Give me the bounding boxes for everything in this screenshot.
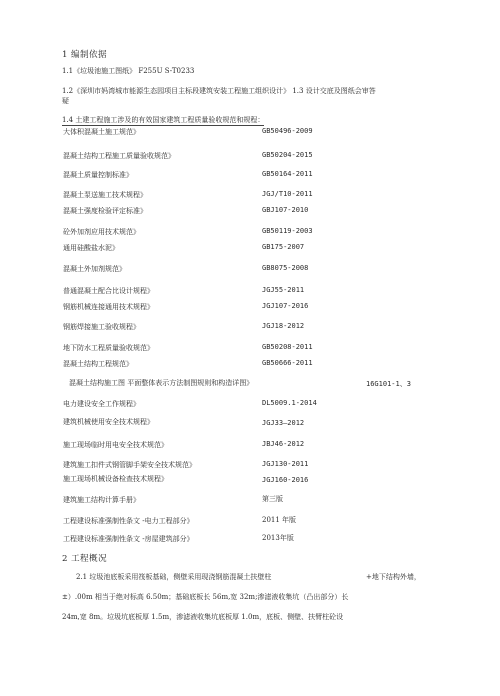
standard-code: DL5009.1-2014 bbox=[262, 399, 317, 407]
standard-name: 混凝土结构工程施工质量验收规范》 bbox=[63, 152, 175, 160]
standard-name: 工程建设标准强制性条文 -房屋建筑部分》 bbox=[63, 535, 194, 543]
standard-code: GB8075-2008 bbox=[262, 264, 309, 272]
standard-name: 电力建设安全工作规程》 bbox=[63, 400, 140, 408]
standard-code: GB50119-2003 bbox=[262, 227, 313, 235]
standard-code: GBJ107-2010 bbox=[262, 206, 309, 214]
standard-code: GB50164-2011 bbox=[262, 170, 313, 178]
standard-code: GB50204-2015 bbox=[262, 151, 313, 159]
standard-code: JGJ/T10-2011 bbox=[262, 190, 313, 198]
overview-paragraph-line3: 24m,宽 8m。垃圾坑底板厚 1.5m，渗滤液收集坑底板厚 1.0m，底板、侧壁、扶臂柱砼设 bbox=[62, 613, 344, 621]
standard-name: 建筑施工结构计算手册》 bbox=[63, 496, 140, 504]
standard-name: 混凝土强度检验评定标准》 bbox=[63, 207, 147, 215]
standard-name: 混凝土外加剂规范》 bbox=[63, 265, 126, 273]
standard-code: 第三版 bbox=[262, 495, 283, 503]
standard-name: 地下防水工程质量验收规范》 bbox=[63, 344, 154, 352]
standard-code: 2011 年版 bbox=[262, 516, 297, 524]
basis-item-construction-plan: 1.2《深圳市妈湾城市能源生态园项目主标段建筑安装工程施工组织设计》 1.3 设计交底及图纸会审答 bbox=[62, 87, 376, 95]
standard-name: 建筑机械使用安全技术规程》 bbox=[63, 418, 154, 426]
section1-heading: 1 编制依据 bbox=[62, 50, 107, 60]
overview-paragraph-line2: ±）.00m 相当于绝对标高 6.50m；基础底板长 56m,宽 32m;渗滤液收集坑（凸出部分）长 bbox=[62, 593, 349, 601]
basis-item-drawings: 1.1《垃圾池施工图纸》 F255U S-T0233 bbox=[62, 67, 195, 75]
standard-name: 砼外加剂应用技术规范》 bbox=[63, 228, 140, 236]
standard-code: JBJ46-2012 bbox=[262, 440, 305, 448]
standard-code: JGJ160-2016 bbox=[262, 476, 309, 484]
basis-item-construction-plan-cont: 疑 bbox=[62, 97, 69, 105]
standard-name: 普通混凝土配合比设计规程》 bbox=[63, 287, 154, 295]
standard-name: 通用硅酸盐水泥》 bbox=[63, 244, 119, 252]
standard-code: 2013年版 bbox=[262, 534, 294, 542]
standard-code: GB50666-2011 bbox=[262, 359, 313, 367]
standard-name: 大体积混凝土施工规范》 bbox=[63, 128, 140, 136]
standard-name: 建筑施工扣件式钢管脚手架安全技术规范》 bbox=[63, 461, 196, 469]
standard-name: 钢筋焊接施工验收规程》 bbox=[63, 323, 140, 331]
standard-code: JGJ18-2012 bbox=[262, 322, 305, 330]
standard-code: GB50496-2009 bbox=[262, 127, 313, 135]
standard-code: GB175-2007 bbox=[262, 243, 305, 251]
standard-name: 施工现场临时用电安全技术规范》 bbox=[63, 441, 168, 449]
standard-code: JGJ55-2011 bbox=[262, 286, 305, 294]
standard-name: 混凝土泵送施工技术规程》 bbox=[63, 191, 147, 199]
standard-name: 混凝土质量控制标准》 bbox=[63, 171, 133, 179]
standard-name: 混凝土结构施工图 平面整体表示方法制图规则和构造详图》 bbox=[69, 379, 254, 387]
standard-code: JGJ33—2012 bbox=[262, 419, 305, 427]
standard-name: 混凝土结构工程规范》 bbox=[63, 360, 133, 368]
overview-paragraph-line1: 2.1 垃圾池底板采用筏板基础，侧壁采用现浇钢筋混凝土扶壁柱 bbox=[76, 573, 272, 581]
standard-code: 16G101-1、3 bbox=[366, 380, 411, 388]
overview-paragraph-line1-tail: +地下结构外墙， bbox=[366, 573, 421, 581]
standard-name: 工程建设标准强制性条文 -电力工程部分》 bbox=[63, 517, 194, 525]
section2-heading: 2 工程概况 bbox=[62, 554, 107, 564]
standard-code: JGJ107-2016 bbox=[262, 302, 309, 310]
standard-code: GB50208-2011 bbox=[262, 343, 313, 351]
standard-code: JGJ130-2011 bbox=[262, 460, 309, 468]
basis-item-standards-intro: 1.4 土建工程施工涉及的有效国家建筑工程质量验收规范和规程： bbox=[62, 116, 265, 124]
standard-name: 施工现场机械设备检查技术规程》 bbox=[63, 475, 168, 483]
standard-name: 钢筋机械连接通用技术规程》 bbox=[63, 303, 154, 311]
